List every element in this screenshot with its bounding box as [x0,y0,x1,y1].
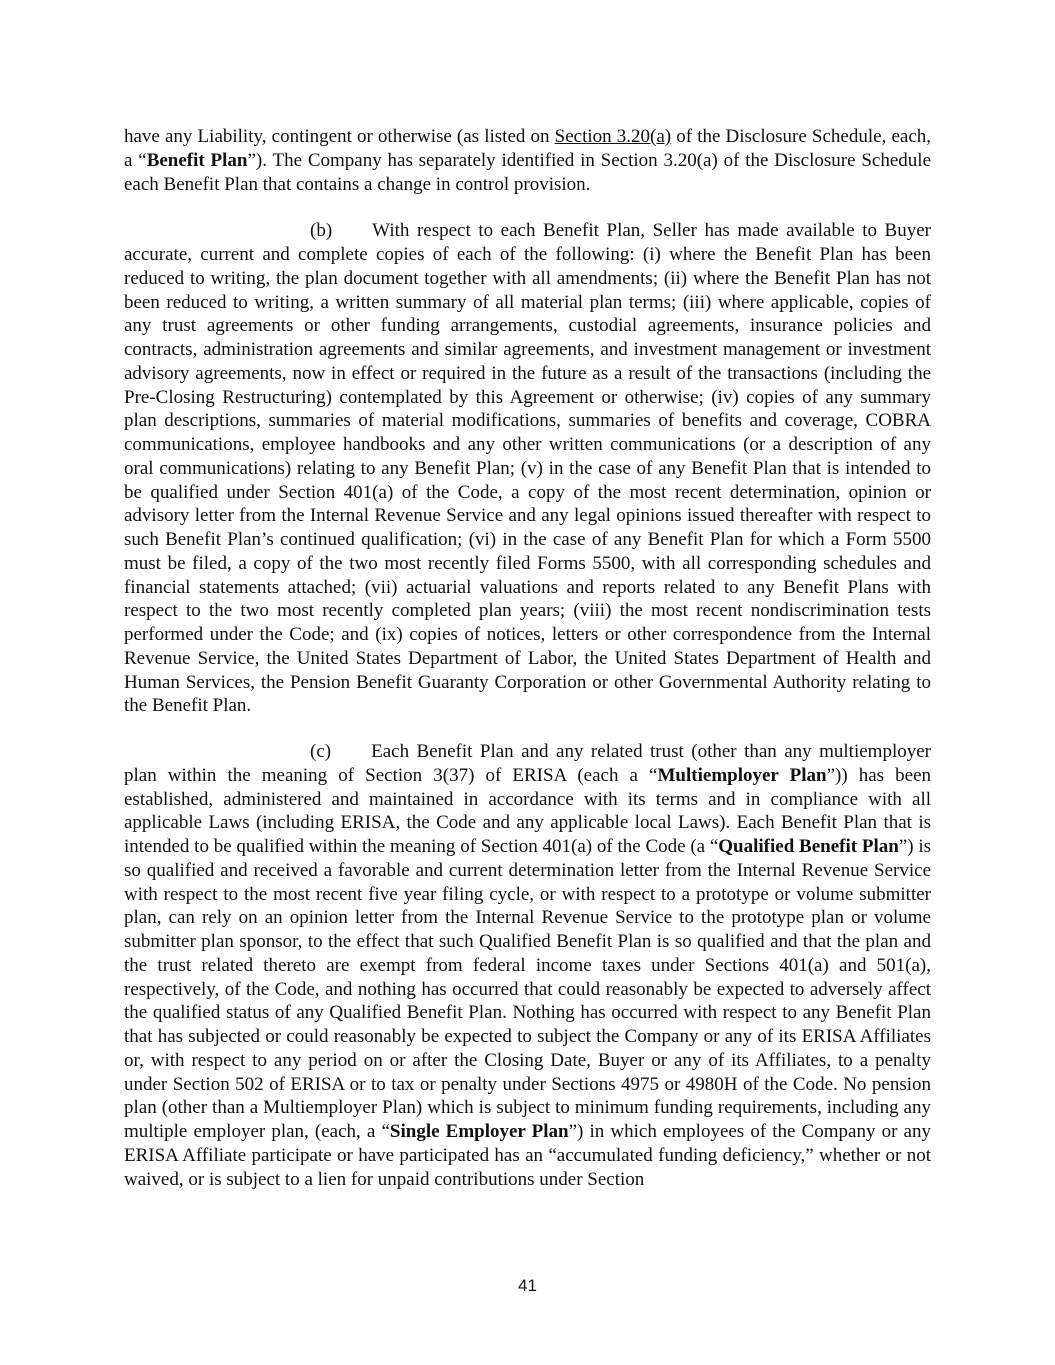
defined-term-benefit-plan: Benefit Plan [146,149,248,171]
page-number: 41 [518,1276,537,1295]
paragraph-c-label: (c) [310,741,332,762]
paragraph-b-label: (b) [310,220,333,242]
defined-term-multiemployer-plan: Multiemployer Plan [657,764,827,786]
paragraph-c-text-2: ”)) has been established, administered and maintained in accordance with its terms and in compliance with all applicable Laws (including ERISA, the Code and any applicable local Laws). Each Benefit Plan that is intended to be qualified within the meaning of Section 401(a) of the Code (a “ [124,764,932,857]
defined-term-qualified-benefit-plan: Qualified Benefit Plan [718,836,899,857]
paragraph-c-text-3: ”) is so qualified and received a favorable and current determination letter from the Internal Revenue Service with respect to the most recent five year filing cycle, or with respect to a prototype or volume submitter plan, can rely on an opinion letter from the Internal Revenue Service to the prototype plan or volume submitter plan sponsor, to the effect that such Qualified Benefit Plan is so qualified and that the plan and the trust related thereto are exempt from federal income taxes under Sections 401(a) and 501(a), respectively, of the Code, and nothing has occurred that could reasonably be expected to adversely affect the qualified status of any Qualified Benefit Plan. Nothing has occurred with respect to any Benefit Plan that has subjected or could reasonably be expected to subject the Company or any of its ERISA Affiliates or, with respect to any period on or after the Closing Date, Buyer or any of its Affiliates, to a penalty under Section 502 of ERISA or to tax or penalty under Sections 4975 or 4980H of the Code. No pension plan (other than a Multiemployer Plan) which is subject to minimum funding requirements, including any multiple employer plan, (each, a “ [124,836,932,1142]
document-body [124,125,931,1191]
section-reference-link: Section 3.20(a) [554,126,672,147]
defined-term-single-employer-plan: Single Employer Plan [389,1121,569,1142]
paragraph-a-text-1: have any Liability, contingent or otherwise (as listed on [124,126,555,147]
paragraph-c [124,740,931,1191]
paragraph-b [124,219,931,718]
paragraph-a-text-3: ”). The Company has separately identified in Section 3.20(a) of the Disclosure Schedule each Benefit Plan that contains a change in control provision. [124,149,931,195]
paragraph-c-text-4: ”) in which employees of the Company or any ERISA Affiliate participate or have participated has an “accumulated funding deficiency,” whether or not waived, or is subject to a lien for unpaid contributions under Section [124,1121,931,1190]
paragraph-c-text-1: Each Benefit Plan and any related trust (other than any multiemployer plan within the meaning of Section 3(37) of ERISA (each a “ [124,741,931,786]
paragraph-a [124,125,931,196]
paragraph-b-text: With respect to each Benefit Plan, Seller has made available to Buyer accurate, current and complete copies of each of the following: (i) where the Benefit Plan has been reduced to writing, the plan document together with all amendments; (ii) where the Benefit Plan has not been reduced to writing, a written summary of all material plan terms; (iii) where applicable, copies of any trust agreements or other funding arrangements, custodial agreements, insurance policies and contracts, administration agreements and similar agreements, and investment management or investment advisory agreements, now in effect or required in the future as a result of the transactions (including the Pre-Closing Restructuring) contemplated by this Agreement or otherwise; (iv) copies of any summary plan descriptions, summaries of material modifications, summaries of benefits and coverage, COBRA communications, employee handbooks and any other written communications (or a description of any oral communications) relating to any Benefit Plan; (v) in the case of any Benefit Plan that is intended to be qualified under Section 401(a) of the Code, a copy of the most recent determination, opinion or advisory letter from the Internal Revenue Service and any legal opinions issued thereafter with respect to such Benefit Plan’s continued qualification; (vi) in the case of any Benefit Plan for which a Form 5500 must be filed, a copy of the two most recently filed Forms 5500, with all corresponding schedules and financial statements attached; (vii) actuarial valuations and reports related to any Benefit Plans with respect to the two most recently completed plan years; (viii) the most recent nondiscrimination tests performed under the Code; and (ix) copies of notices, letters or other correspondence from the Internal Revenue Service, the United States Department of Labor, the United States Department of Health and Human Services, the Pension Benefit Guaranty Corporation or other Governmental Authority relating to the Benefit Plan. [124,220,931,717]
paragraph-a-text-2: of the Disclosure Schedule, each, a “ [124,126,932,171]
